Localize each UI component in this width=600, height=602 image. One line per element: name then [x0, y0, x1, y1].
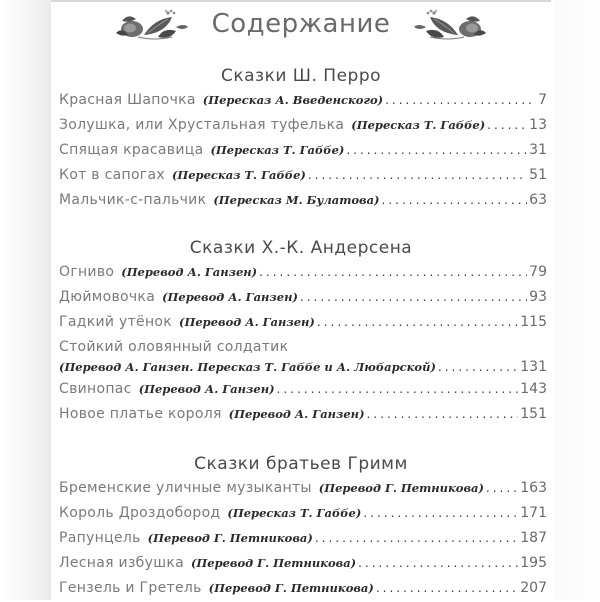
flower-ornament-right-icon	[408, 7, 488, 41]
entry-credit: (Пересказ Т. Габбе)	[351, 118, 486, 132]
entry-page: 143	[520, 381, 547, 397]
entry-title: Бременские уличные музыканты	[59, 480, 312, 496]
entry-page: 93	[529, 289, 547, 305]
entry-page: 151	[520, 406, 547, 422]
entry-title: Гензель и Гретель	[59, 580, 202, 596]
contents-title: Содержание	[211, 9, 391, 39]
entry-credit: (Перевод А. Ганзен)	[179, 315, 315, 329]
toc-entry[interactable]	[59, 406, 547, 428]
entry-title: Кот в сапогах	[59, 167, 165, 183]
entry-title: Новое платье короля	[59, 406, 222, 422]
dot-leader	[382, 193, 528, 207]
entry-title: Свинопас	[59, 381, 132, 397]
dot-leader	[385, 93, 536, 107]
toc-entry[interactable]	[59, 580, 547, 602]
toc-entry[interactable]	[59, 192, 547, 214]
entry-page: 195	[520, 555, 547, 571]
entry-credit: (Перевод А. Ганзен)	[162, 290, 298, 304]
toc-entry[interactable]	[59, 167, 547, 189]
entry-page: 79	[529, 264, 547, 280]
toc-entry[interactable]	[59, 117, 547, 139]
entry-page: 7	[538, 92, 547, 108]
dot-leader	[259, 265, 527, 279]
entry-title: Спящая красавица	[59, 142, 204, 158]
entry-credit: (Перевод Г. Петникова)	[147, 531, 313, 545]
dot-leader	[277, 382, 519, 396]
toc-entry[interactable]	[59, 264, 547, 286]
entry-credit: (Пересказ Т. Габбе)	[171, 168, 306, 182]
entry-title: Золушка, или Хрустальная туфелька	[59, 117, 345, 133]
dot-leader	[363, 506, 518, 520]
entry-title: Лесная избушка	[59, 555, 184, 571]
dot-leader	[438, 360, 518, 374]
flower-ornament-left-icon	[114, 7, 194, 41]
entry-title: Король Дроздобород	[59, 505, 221, 521]
dot-leader	[486, 481, 518, 495]
toc-entry[interactable]	[59, 92, 547, 114]
contents-page	[50, 0, 551, 600]
entry-credit: (Перевод Г. Петникова)	[318, 481, 484, 495]
entry-page: 115	[520, 314, 547, 330]
entry-page: 163	[520, 480, 547, 496]
section-heading-andersen: Сказки Х.-К. Андерсена	[189, 238, 413, 258]
toc-entry[interactable]	[59, 505, 547, 527]
toc-entry-two-line[interactable]	[59, 339, 547, 375]
entry-credit: (Пересказ М. Булатова)	[213, 193, 380, 207]
contents-header	[51, 3, 551, 45]
entry-page: 51	[529, 167, 547, 183]
entry-credit: (Перевод А. Ганзен)	[228, 407, 365, 421]
dot-leader	[487, 118, 527, 132]
entry-credit: (Перевод Г. Петникова)	[190, 556, 357, 570]
toc-entry[interactable]	[59, 289, 547, 311]
entry-credit: (Перевод А. Ганзен)	[121, 265, 258, 279]
entry-credit: (Перевод А. Ганзен)	[138, 382, 275, 396]
dot-leader	[346, 143, 527, 157]
entry-title: Стойкий оловянный солдатик	[59, 339, 289, 355]
entry-page: 131	[520, 359, 547, 375]
entry-title: Рапунцель	[59, 530, 141, 546]
dot-leader	[376, 581, 518, 595]
toc-entry[interactable]	[59, 480, 547, 502]
entry-title: Дюймовочка	[59, 289, 156, 305]
entry-title: Огниво	[59, 264, 115, 280]
toc-entry[interactable]	[59, 555, 547, 577]
section-heading-grimm: Сказки братьев Гримм	[194, 454, 408, 474]
entry-credit: (Пересказ Т. Габбе)	[210, 143, 345, 157]
dot-leader	[358, 556, 518, 570]
toc-entry[interactable]	[59, 142, 547, 164]
dot-leader	[308, 168, 527, 182]
toc-entry[interactable]	[59, 314, 547, 336]
dot-leader	[315, 531, 518, 545]
entry-title: Красная Шапочка	[59, 92, 196, 108]
top-rule	[51, 0, 551, 2]
entry-credit: (Перевод Г. Петникова)	[208, 581, 374, 595]
dot-leader	[367, 407, 519, 421]
entry-credit: (Пересказ А. Введенского)	[202, 93, 384, 107]
entry-page: 31	[529, 142, 547, 158]
toc-entry[interactable]	[59, 530, 547, 552]
entry-credit: (Перевод А. Ганзен. Пересказ Т. Габбе и А. Любарской)	[59, 360, 436, 374]
entry-page: 187	[520, 530, 547, 546]
entry-credit: (Пересказ Т. Габбе)	[227, 506, 362, 520]
section-heading-perrault: Сказки Ш. Перро	[220, 66, 382, 86]
entry-title: Мальчик-с-пальчик	[59, 192, 207, 208]
entry-page: 13	[529, 117, 547, 133]
dot-leader	[300, 290, 527, 304]
entry-page: 207	[520, 580, 547, 596]
left-page-margin	[0, 0, 50, 600]
entry-page: 171	[520, 505, 547, 521]
dot-leader	[317, 315, 518, 329]
entry-page: 63	[529, 192, 547, 208]
right-page-margin	[554, 0, 600, 600]
entry-title: Гадкий утёнок	[59, 314, 173, 330]
toc-entry[interactable]	[59, 381, 547, 403]
